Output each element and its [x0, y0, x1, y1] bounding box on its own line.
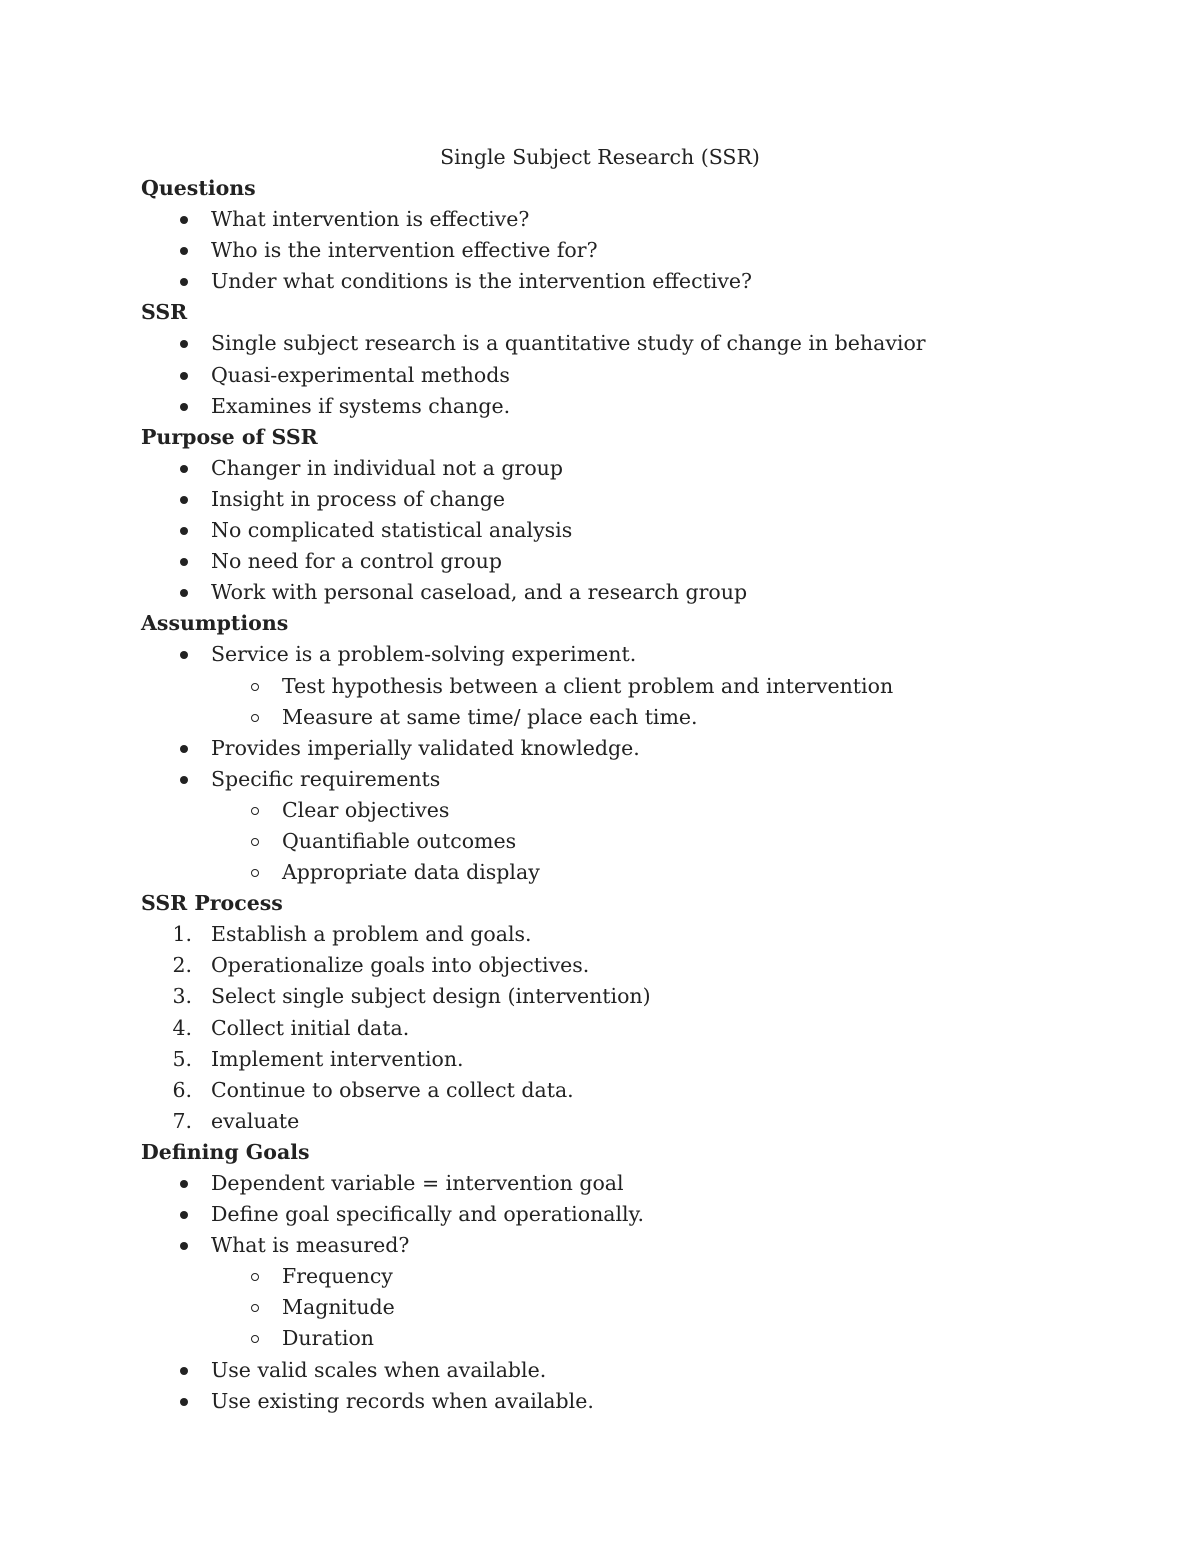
list-item-text: evaluate — [211, 1108, 300, 1133]
bullet-list-item — [141, 328, 1081, 359]
list-number: 3. — [172, 984, 192, 1009]
bullet-list-item — [141, 546, 1081, 577]
list-item-text: Collect initial data. — [211, 1015, 410, 1040]
list-item-text: Single subject research is a quantitative study of change in behavior — [211, 331, 926, 356]
section-heading: Purpose of SSR — [141, 424, 318, 449]
bullet-icon — [178, 1230, 190, 1261]
document-body — [141, 142, 1081, 1417]
sub-list-item-text: Clear objectives — [282, 797, 450, 822]
numbered-list-item — [141, 950, 1081, 981]
sub-list-item — [141, 1292, 1081, 1323]
list-item-text: Changer in individual not a group — [211, 455, 563, 480]
list-item-text: Insight in process of change — [211, 486, 505, 511]
numbered-list-item — [141, 981, 1081, 1012]
bullet-list-item — [141, 515, 1081, 546]
section-heading: SSR Process — [141, 891, 283, 916]
list-item-text: Operationalize goals into objectives. — [211, 953, 590, 978]
hollow-bullet-icon — [249, 1261, 263, 1292]
bullet-icon — [178, 360, 190, 391]
list-number: 6. — [172, 1077, 192, 1102]
list-item-text: Use existing records when available. — [211, 1388, 594, 1413]
bullet-list-item — [141, 204, 1081, 235]
sub-list-item — [141, 1261, 1081, 1292]
list-number: 2. — [172, 953, 192, 978]
bullet-list-item — [141, 1199, 1081, 1230]
numbered-list-item — [141, 1013, 1081, 1044]
bullet-list-item — [141, 1168, 1081, 1199]
bullet-icon — [178, 577, 190, 608]
list-item-text: Who is the intervention effective for? — [211, 238, 598, 263]
bullet-list-item — [141, 391, 1081, 422]
bullet-list-item — [141, 484, 1081, 515]
bullet-icon — [178, 546, 190, 577]
sub-list-item-text: Duration — [282, 1326, 374, 1351]
numbered-list-item — [141, 1075, 1081, 1106]
list-item-text: Dependent variable = intervention goal — [211, 1171, 624, 1195]
hollow-bullet-icon — [249, 671, 263, 702]
list-item-text: Quasi-experimental methods — [211, 362, 510, 387]
list-item-text: Define goal specifically and operationally. — [211, 1202, 644, 1227]
bullet-icon — [178, 764, 190, 795]
section-heading: Questions — [141, 176, 256, 200]
sub-list-item — [141, 857, 1081, 888]
hollow-bullet-icon — [249, 826, 263, 857]
sub-list-item-text: Frequency — [282, 1264, 393, 1289]
bullet-list-item — [141, 266, 1081, 297]
sub-list-item — [141, 702, 1081, 733]
list-item-text: Provides imperially validated knowledge. — [211, 735, 640, 760]
hollow-bullet-icon — [249, 702, 263, 733]
sub-list-item-text: Magnitude — [282, 1295, 395, 1320]
sub-list-item — [141, 826, 1081, 857]
hollow-bullet-icon — [249, 857, 263, 888]
bullet-icon — [178, 266, 190, 297]
sub-list-item — [141, 795, 1081, 826]
section-heading: Assumptions — [141, 611, 289, 636]
bullet-list-item — [141, 764, 1081, 795]
hollow-bullet-icon — [249, 1292, 263, 1323]
bullet-icon — [178, 1355, 190, 1386]
list-number: 4. — [172, 1015, 192, 1040]
bullet-icon — [178, 235, 190, 266]
bullet-list-item — [141, 577, 1081, 608]
bullet-icon — [178, 515, 190, 546]
numbered-list-item — [141, 1044, 1081, 1075]
bullet-list-item — [141, 235, 1081, 266]
sub-list-item — [141, 1323, 1081, 1354]
list-item-text: Implement intervention. — [211, 1046, 464, 1071]
bullet-icon — [178, 391, 190, 422]
list-item-text: Continue to observe a collect data. — [211, 1077, 574, 1102]
bullet-list-item — [141, 1230, 1081, 1261]
bullet-list-item — [141, 639, 1081, 670]
list-item-text: Service is a problem-solving experiment. — [211, 642, 637, 667]
list-item-text: What is measured? — [211, 1233, 410, 1258]
hollow-bullet-icon — [249, 795, 263, 826]
section-heading: Defining Goals — [141, 1139, 310, 1164]
list-item-text: Examines if systems change. — [211, 393, 511, 418]
bullet-icon — [178, 1386, 190, 1417]
numbered-list-item — [141, 919, 1081, 950]
list-item-text: Select single subject design (intervention) — [211, 984, 651, 1009]
list-item-text: No complicated statistical analysis — [211, 518, 573, 543]
bullet-icon — [178, 484, 190, 515]
sub-list-item — [141, 671, 1081, 702]
sub-list-item-text: Quantifiable outcomes — [282, 828, 517, 853]
list-item-text: Under what conditions is the intervention effective? — [211, 269, 753, 294]
sub-list-item-text: Appropriate data display — [282, 860, 540, 885]
bullet-icon — [178, 733, 190, 764]
numbered-list-item — [141, 1106, 1081, 1137]
bullet-list-item — [141, 360, 1081, 391]
sub-list-item-text: Measure at same time/ place each time. — [282, 704, 698, 729]
list-item-text: Use valid scales when available. — [211, 1357, 547, 1382]
list-number: 1. — [172, 922, 192, 947]
list-item-text: No need for a control group — [211, 549, 502, 574]
page-title: Single Subject Research (SSR) — [440, 145, 760, 169]
bullet-icon — [178, 639, 190, 670]
list-item-text: Specific requirements — [211, 766, 441, 791]
list-item-text: Establish a problem and goals. — [211, 922, 532, 947]
list-item-text: What intervention is effective? — [211, 207, 530, 232]
bullet-list-item — [141, 733, 1081, 764]
list-number: 5. — [172, 1046, 192, 1071]
bullet-icon — [178, 204, 190, 235]
bullet-list-item — [141, 453, 1081, 484]
bullet-icon — [178, 1168, 190, 1199]
bullet-icon — [178, 1199, 190, 1230]
list-item-text: Work with personal caseload, and a research group — [211, 580, 748, 605]
section-heading: SSR — [141, 300, 188, 325]
sub-list-item-text: Test hypothesis between a client problem and intervention — [282, 673, 894, 698]
bullet-icon — [178, 328, 190, 359]
bullet-list-item — [141, 1355, 1081, 1386]
bullet-icon — [178, 453, 190, 484]
bullet-list-item — [141, 1386, 1081, 1417]
list-number: 7. — [172, 1108, 192, 1133]
hollow-bullet-icon — [249, 1323, 263, 1354]
